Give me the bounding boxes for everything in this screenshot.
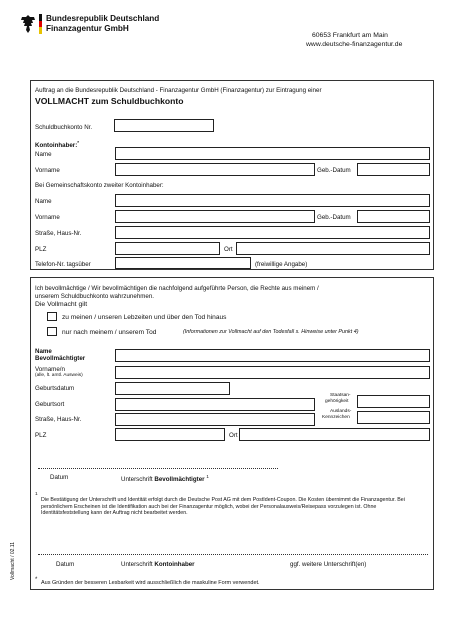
footnote-1-mark: 1 xyxy=(35,492,38,497)
sig1-date-label: Datum xyxy=(50,474,69,481)
joint-heading: Bei Gemeinschaftskonto zweiter Kontoinhaber: xyxy=(35,182,164,189)
sig2-date-label: Datum xyxy=(56,561,75,568)
agent-name-field[interactable] xyxy=(115,349,430,362)
sig1-label xyxy=(121,474,209,484)
agent-birthplace-field[interactable] xyxy=(115,398,315,411)
city-field[interactable] xyxy=(236,242,430,255)
zip-label: PLZ xyxy=(35,246,47,253)
agent-name-label: Name xyxy=(35,348,52,355)
footnote-1-text: Die Bestätigung der Unterschrift und Identität erfolgt durch die Deutsche Post AG mit dem PostIdent-Coupon. Die Kosten übernimmt die Finanzagentur. Bei persönlichem Erscheinen ist die Identifikation auch bei der Finanzagentur möglich, wobei der Personalausweis/Reisepass vorzulegen ist. Ohne Identitätsfeststellung kann der Auftrag nicht bearbeitet werden. xyxy=(41,497,405,517)
federal-eagle-logo xyxy=(20,14,36,34)
second-holder-firstname-field[interactable] xyxy=(115,210,315,223)
phone-field[interactable] xyxy=(115,257,251,269)
agent-signature-line[interactable] xyxy=(38,468,278,469)
firstname2-label: Vorname xyxy=(35,214,60,221)
account-no-field[interactable] xyxy=(114,119,214,132)
auth-text-2: unserem Schuldbuchkonto wahrzunehmen. xyxy=(35,293,155,300)
option-lifetime-label: zu meinen / unseren Lebzeiten und über den Tod hinaus xyxy=(62,314,227,321)
account-no-label: Schuldbuchkonto Nr. xyxy=(35,124,93,131)
sig1-sup: 1 xyxy=(206,474,209,479)
address-city: 60653 Frankfurt am Main xyxy=(312,32,388,39)
street-field[interactable] xyxy=(115,226,430,239)
street-label: Straße, Haus-Nr. xyxy=(35,230,82,237)
holder-firstname-field[interactable] xyxy=(115,163,315,176)
sig2-extra: ggf. weitere Unterschrift(en) xyxy=(290,561,367,568)
holder-heading xyxy=(35,140,79,150)
foreign-label-2: Kennzeichen xyxy=(322,415,350,420)
org-name-line1: Bundesrepublik Deutschland xyxy=(46,14,160,23)
sig1-label-text: Unterschrift xyxy=(121,476,153,484)
agent-street-label: Straße, Haus-Nr. xyxy=(35,416,82,423)
agent-birthdate-label: Geburtsdatum xyxy=(35,385,75,392)
sig2-label-text: Unterschrift xyxy=(121,561,153,568)
phone-label: Telefon-Nr. tagsüber xyxy=(35,261,91,268)
org-name-line2: Finanzagentur GmbH xyxy=(46,24,129,33)
form-title: VOLLMACHT zum Schuldbuchkonto xyxy=(35,96,184,106)
agent-firstname-label: Vorname/n xyxy=(35,366,65,373)
phone-hint: (freiwillige Angabe) xyxy=(255,261,308,268)
holder-name-field[interactable] xyxy=(115,147,430,160)
option-after-death-checkbox[interactable] xyxy=(47,327,57,336)
form-intro: Auftrag an die Bundesrepublik Deutschland - Finanzagentur GmbH (Finanzagentur) zur Eintragung einer xyxy=(35,87,322,94)
sig1-role: Bevollmächtigter xyxy=(154,476,205,484)
holder-birthdate-field[interactable] xyxy=(357,163,430,176)
agent-heading: Bevollmächtigter xyxy=(35,355,86,362)
citizenship-label-1: Staatsan- xyxy=(330,393,351,398)
firstname-label: Vorname xyxy=(35,167,60,174)
flag-stripes xyxy=(39,14,42,34)
option-after-death-note: (Informationen zur Vollmacht auf den Todesfall s. Hinweise unter Punkt 4) xyxy=(183,329,359,335)
agent-birthdate-field[interactable] xyxy=(115,382,230,395)
option-lifetime-checkbox[interactable] xyxy=(47,312,57,321)
agent-street-field[interactable] xyxy=(115,413,315,426)
holder-star: * xyxy=(77,140,80,145)
agent-zip-label: PLZ xyxy=(35,432,47,439)
address-web: www.deutsche-finanzagentur.de xyxy=(306,41,403,48)
second-holder-name-field[interactable] xyxy=(115,194,430,207)
name-label: Name xyxy=(35,151,52,158)
option-after-death-label: nur nach meinem / unserem Tod xyxy=(62,329,157,336)
foreign-code-field[interactable] xyxy=(357,411,430,424)
citizenship-field[interactable] xyxy=(357,395,430,408)
city-label: Ort xyxy=(224,246,233,253)
holder-signature-line[interactable] xyxy=(38,554,428,555)
star-mark: * xyxy=(35,577,38,583)
auth-text-3: Die Vollmacht gilt xyxy=(35,301,88,308)
citizenship-label-2: gehörigkeit xyxy=(325,399,349,404)
holder-heading-text: Kontoinhaber: xyxy=(35,142,78,150)
agent-firstname-field[interactable] xyxy=(115,366,430,379)
sig2-label xyxy=(121,561,195,568)
birthdate2-label: Geb.-Datum xyxy=(317,214,351,221)
sig2-role: Kontoinhaber xyxy=(154,561,195,568)
agent-city-field[interactable] xyxy=(239,428,430,441)
second-holder-birthdate-field[interactable] xyxy=(357,210,430,223)
agent-zip-field[interactable] xyxy=(115,428,225,441)
foreign-label-1: Auslands- xyxy=(330,409,352,414)
birthdate-label: Geb.-Datum xyxy=(317,167,351,174)
agent-firstname-hint: (alle, lt. amtl. Ausweis) xyxy=(35,373,83,378)
zip-field[interactable] xyxy=(115,242,220,255)
agent-city-label: Ort xyxy=(229,432,238,439)
side-code: Vollmacht / 02.11 xyxy=(10,542,16,580)
auth-text-1: Ich bevollmächtige / Wir bevollmächtigen die nachfolgend aufgeführte Person, die Rechte aus meinem / xyxy=(35,285,319,292)
name2-label: Name xyxy=(35,198,52,205)
agent-birthplace-label: Geburtsort xyxy=(35,401,65,408)
star-text: Aus Gründen der besseren Lesbarkeit wird ausschließlich die maskuline Form verwendet. xyxy=(41,580,260,586)
